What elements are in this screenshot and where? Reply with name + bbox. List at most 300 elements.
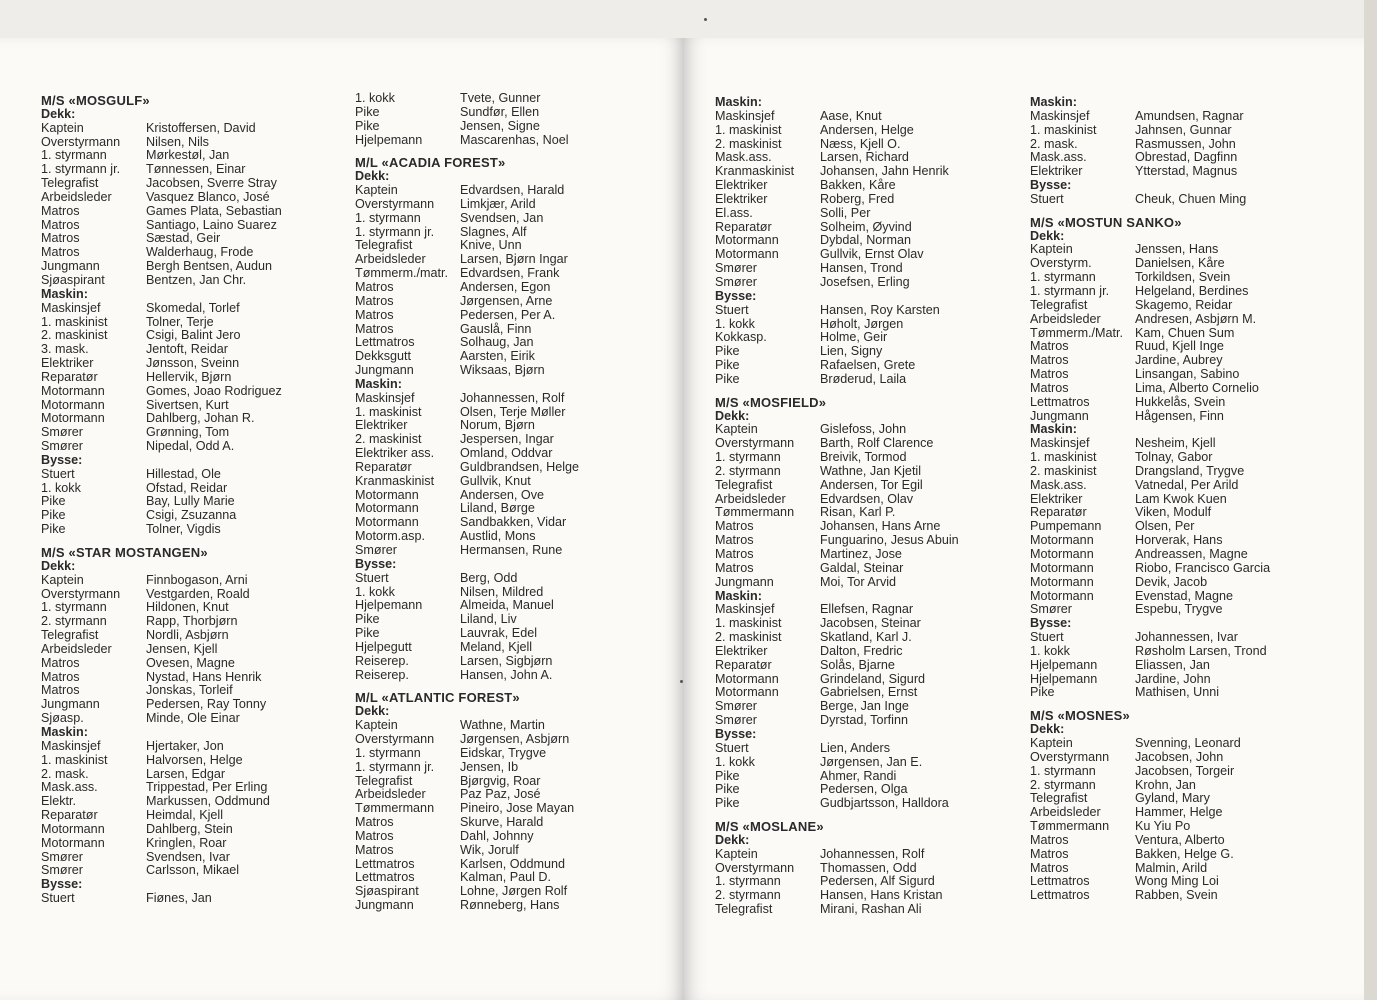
- crew-row: [355, 198, 655, 212]
- crew-role: Maskinsjef: [355, 390, 415, 405]
- crew-name: Jønsson, Sveinn: [146, 356, 240, 371]
- crew-role: Overstyrmann: [1030, 749, 1110, 764]
- crew-row: [715, 562, 1015, 576]
- crew-role: Mask.ass.: [1030, 477, 1087, 492]
- crew-name: Jacobsen, Sverre Stray: [146, 176, 277, 191]
- crew-row: [715, 207, 1015, 221]
- crew-row: [41, 219, 341, 233]
- crew-role: Reparatør: [715, 219, 772, 234]
- crew-role: Smører: [715, 274, 757, 289]
- crew-name: Eliassen, Jan: [1135, 657, 1210, 672]
- crew-role: Matros: [1030, 353, 1069, 368]
- crew-role: 2. mask.: [1030, 136, 1078, 151]
- crew-row: [355, 226, 655, 240]
- crew-name: Bay, Lully Marie: [146, 494, 235, 509]
- crew-role: Stuert: [1030, 630, 1064, 645]
- crew-row: [41, 205, 341, 219]
- crew-name: Edvardsen, Olav: [820, 491, 914, 506]
- crew-role: Arbeidsleder: [715, 491, 786, 506]
- crew-row: [715, 373, 1015, 387]
- crew-row: [1030, 520, 1350, 534]
- crew-row: [41, 809, 341, 823]
- crew-row: [41, 482, 341, 496]
- crew-row: [715, 479, 1015, 493]
- crew-row: [715, 359, 1015, 373]
- crew-name: Dahlberg, Stein: [146, 821, 233, 836]
- ship-block: [1030, 216, 1350, 701]
- crew-name: Barth, Rolf Clarence: [820, 436, 934, 451]
- crew-role: Hjelpemann: [1030, 657, 1098, 672]
- crew-role: Matros: [41, 203, 80, 218]
- crew-name: Josefsen, Erling: [820, 274, 910, 289]
- crew-row: [715, 451, 1015, 465]
- crew-role: Kaptein: [1030, 242, 1073, 257]
- crew-role: Kaptein: [715, 422, 758, 437]
- crew-name: Mascarenhas, Noel: [460, 132, 569, 147]
- crew-row: [41, 615, 341, 629]
- crew-row: [355, 761, 655, 775]
- crew-row: [41, 468, 341, 482]
- ship-block: [355, 92, 655, 147]
- crew-row: [355, 106, 655, 120]
- crew-role: Motormann: [715, 671, 779, 686]
- crew-name: Bentzen, Jan Chr.: [146, 272, 247, 287]
- crew-role: Stuert: [355, 570, 389, 585]
- crew-row: [41, 509, 341, 523]
- crew-row: [1030, 562, 1350, 576]
- crew-role: Motormann: [355, 501, 419, 516]
- crew-role: Arbeidsleder: [41, 189, 112, 204]
- crew-row: [355, 830, 655, 844]
- crew-row: [1030, 271, 1350, 285]
- crew-row: [715, 151, 1015, 165]
- crew-row: [41, 643, 341, 657]
- crew-role: Arbeidsleder: [1030, 805, 1101, 820]
- crew-row: [1030, 285, 1350, 299]
- crew-row: [41, 495, 341, 509]
- crew-role: Jungmann: [355, 898, 414, 913]
- crew-name: Lauvrak, Edel: [460, 626, 538, 641]
- crew-name: Sæstad, Geir: [146, 231, 221, 246]
- crew-role: Kaptein: [41, 120, 84, 135]
- crew-row: [41, 426, 341, 440]
- crew-role: El.ass.: [715, 205, 753, 220]
- crew-role: Matros: [715, 533, 754, 548]
- crew-role: Jungmann: [41, 259, 100, 274]
- crew-role: Motormann: [41, 835, 105, 850]
- crew-name: Vasquez Blanco, José: [146, 189, 270, 204]
- crew-row: [41, 864, 341, 878]
- crew-role: 1. maskinist: [715, 616, 782, 631]
- crew-row: [355, 364, 655, 378]
- crew-name: Svendsen, Jan: [460, 210, 544, 225]
- crew-row: [355, 120, 655, 134]
- ship-name: M/L «ATLANTIC FOREST»: [355, 690, 520, 706]
- crew-role: Matros: [41, 217, 80, 232]
- crew-role: Lettmatros: [1030, 874, 1090, 889]
- crew-row: [41, 302, 341, 316]
- crew-row: [355, 253, 655, 267]
- crew-role: Arbeidsleder: [355, 787, 426, 802]
- crew-role: 1. kokk: [715, 754, 755, 769]
- crew-name: Dahlberg, Johan R.: [146, 411, 255, 426]
- ship-block: [1030, 709, 1350, 903]
- scan-top-strip: [0, 0, 1377, 38]
- crew-name: Jacobsen, Steinar: [820, 616, 921, 631]
- crew-name: Knive, Unn: [460, 238, 522, 253]
- crew-row: [1030, 368, 1350, 382]
- crew-row: [355, 516, 655, 530]
- crew-role: Motormann: [41, 411, 105, 426]
- crew-row: [355, 461, 655, 475]
- crew-role: Motormann: [355, 515, 419, 530]
- crew-role: Pike: [1030, 685, 1055, 700]
- crew-role: Hjelpemann: [355, 598, 423, 613]
- crew-name: Grindeland, Sigurd: [820, 671, 926, 686]
- crew-row: [355, 134, 655, 148]
- crew-role: Telegrafist: [715, 477, 773, 492]
- crew-role: 1. kokk: [715, 316, 755, 331]
- crew-name: Halvorsen, Helge: [146, 752, 243, 767]
- crew-row: [1030, 751, 1350, 765]
- ship-block: [355, 156, 655, 682]
- crew-role: Matros: [355, 842, 394, 857]
- crew-name: Ellefsen, Ragnar: [820, 602, 914, 617]
- crew-role: Maskinsjef: [715, 108, 775, 123]
- crew-row: [1030, 645, 1350, 659]
- crew-row: [41, 357, 341, 371]
- crew-name: Solheim, Øyvind: [820, 219, 912, 234]
- section-title: Maskin:: [1030, 95, 1077, 109]
- crew-row: [355, 295, 655, 309]
- crew-role: 2. styrmann: [1030, 777, 1096, 792]
- crew-row: [355, 350, 655, 364]
- crew-name: Rønneberg, Hans: [460, 898, 560, 913]
- crew-row: [41, 588, 341, 602]
- crew-role: 1. styrmann: [355, 745, 421, 760]
- crew-role: Smører: [41, 849, 83, 864]
- crew-row: [41, 136, 341, 150]
- crew-name: Wiksaas, Bjørn: [460, 363, 545, 378]
- crew-name: Berg, Odd: [460, 570, 518, 585]
- crew-name: Wathne, Martin: [460, 718, 545, 733]
- crew-row: [1030, 834, 1350, 848]
- crew-row: [355, 871, 655, 885]
- crew-name: Larsen, Edgar: [146, 766, 226, 781]
- crew-row: [1030, 548, 1350, 562]
- crew-name: Thomassen, Odd: [820, 860, 917, 875]
- crew-name: Csigi, Zsuzanna: [146, 508, 237, 523]
- crew-role: Pumpemann: [1030, 519, 1102, 534]
- crew-row: [1030, 165, 1350, 179]
- crew-row: [715, 276, 1015, 290]
- crew-name: Skurve, Harald: [460, 815, 544, 830]
- crew-name: Gullvik, Ernst Olav: [820, 247, 924, 262]
- crew-row: [355, 641, 655, 655]
- crew-row: [41, 795, 341, 809]
- crew-role: Smører: [41, 863, 83, 878]
- crew-name: Jensen, Signe: [460, 118, 540, 133]
- crew-role: Elektriker: [715, 643, 768, 658]
- crew-role: Tømmerm./Matr.: [1030, 325, 1124, 340]
- crew-role: 1. maskinist: [1030, 450, 1097, 465]
- crew-role: Reparatør: [715, 657, 772, 672]
- crew-name: Kringlen, Roar: [146, 835, 227, 850]
- crew-row: [715, 124, 1015, 138]
- crew-name: Hildonen, Knut: [146, 600, 229, 615]
- section-title: Maskin:: [41, 286, 88, 301]
- crew-name: Viken, Modulf: [1135, 505, 1212, 520]
- crew-name: Funguarino, Jesus Abuin: [820, 533, 959, 548]
- crew-row: [41, 316, 341, 330]
- section-title: Dekk:: [1030, 722, 1065, 737]
- crew-name: Roberg, Fred: [820, 191, 895, 206]
- crew-row: [715, 889, 1015, 903]
- crew-row: [1030, 299, 1350, 313]
- crew-row: [355, 599, 655, 613]
- section-title: Bysse:: [715, 726, 757, 741]
- crew-name: Amundsen, Ragnar: [1135, 108, 1244, 123]
- crew-name: Lien, Signy: [820, 344, 883, 359]
- crew-name: Mirani, Rashan Ali: [820, 902, 922, 917]
- crew-name: Tolner, Terje: [146, 314, 214, 329]
- crew-row: [355, 858, 655, 872]
- crew-name: Svendsen, Ivar: [146, 849, 231, 864]
- ship-name: M/S «MOSGULF»: [41, 93, 150, 108]
- crew-row: [715, 138, 1015, 152]
- crew-name: Paz Paz, José: [460, 787, 541, 802]
- crew-row: [715, 534, 1015, 548]
- crew-role: Stuert: [1030, 191, 1064, 206]
- crew-role: 2. styrmann: [715, 463, 781, 478]
- crew-role: Kranmaskinist: [715, 164, 795, 179]
- crew-name: Martinez, Jose: [820, 547, 902, 561]
- crew-name: Tolner, Vigdis: [146, 522, 221, 537]
- crew-role: Overstyrmann: [715, 860, 795, 875]
- crew-role: 2. styrmann: [715, 888, 781, 903]
- crew-role: Smører: [355, 543, 397, 557]
- crew-name: Nordli, Asbjørn: [146, 628, 229, 643]
- crew-name: Tolnay, Gabor: [1135, 450, 1213, 465]
- crew-name: Eidskar, Trygve: [460, 745, 547, 760]
- crew-row: [1030, 110, 1350, 124]
- crew-name: Evenstad, Magne: [1135, 588, 1234, 603]
- crew-name: Meland, Kjell: [460, 639, 533, 654]
- crew-row: [41, 523, 341, 537]
- section-title: Bysse:: [1030, 616, 1072, 631]
- crew-row: [1030, 382, 1350, 396]
- crew-row: [715, 848, 1015, 862]
- crew-row: [715, 165, 1015, 179]
- crew-role: Matros: [41, 669, 80, 684]
- crew-row: [41, 629, 341, 643]
- crew-role: Matros: [1030, 367, 1069, 382]
- crew-row: [715, 673, 1015, 687]
- crew-row: [41, 781, 341, 795]
- crew-name: Gullvik, Knut: [460, 473, 531, 488]
- crew-role: Pike: [715, 796, 740, 811]
- crew-role: Elektriker: [715, 178, 768, 193]
- crew-role: Sjøaspirant: [355, 884, 419, 899]
- crew-name: Gabrielsen, Ernst: [820, 685, 918, 700]
- crew-role: 1. kokk: [355, 584, 395, 599]
- crew-row: [41, 768, 341, 782]
- crew-name: Berge, Jan Inge: [820, 699, 909, 714]
- crew-name: Heimdal, Kjell: [146, 808, 223, 823]
- crew-row: [41, 698, 341, 712]
- crew-name: Hjertaker, Jon: [146, 738, 224, 753]
- section-title: Dekk:: [355, 169, 390, 184]
- crew-name: Rapp, Thorbjørn: [146, 614, 238, 629]
- crew-row: [41, 274, 341, 288]
- crew-row: [1030, 243, 1350, 257]
- crew-row: [1030, 193, 1350, 207]
- crew-row: [1030, 576, 1350, 590]
- right-page-column-1: [715, 96, 1015, 917]
- crew-role: Telegrafist: [1030, 791, 1088, 806]
- crew-role: Telegrafist: [715, 902, 773, 917]
- crew-role: Matros: [1030, 339, 1069, 354]
- section-title: Maskin:: [715, 588, 762, 603]
- crew-role: Kokkasp.: [715, 330, 767, 345]
- crew-role: Elektriker: [355, 418, 408, 433]
- crew-row: [715, 862, 1015, 876]
- crew-role: Tømmermann: [355, 801, 435, 816]
- crew-row: [715, 423, 1015, 437]
- crew-row: [355, 788, 655, 802]
- crew-role: Pike: [41, 522, 66, 537]
- crew-row: [1030, 820, 1350, 834]
- left-page-column-1: [41, 94, 341, 906]
- crew-role: 1. styrmann: [41, 148, 107, 163]
- section-title: Maskin:: [715, 95, 762, 109]
- crew-name: Andersen, Helge: [820, 122, 914, 137]
- crew-row: [1030, 151, 1350, 165]
- crew-name: Torkildsen, Svein: [1135, 270, 1231, 285]
- crew-name: Svenning, Leonard: [1135, 735, 1241, 750]
- crew-name: Johannessen, Rolf: [460, 390, 565, 405]
- crew-role: 1. kokk: [1030, 643, 1070, 658]
- crew-name: Wik, Jorulf: [460, 842, 519, 857]
- crew-row: [355, 336, 655, 350]
- crew-role: 1. styrmann jr.: [41, 162, 121, 177]
- crew-row: [41, 399, 341, 413]
- crew-name: Kristoffersen, David: [146, 120, 256, 135]
- crew-role: Matros: [41, 245, 80, 260]
- crew-name: Jentoft, Reidar: [146, 342, 228, 357]
- crew-name: Skagemo, Reidar: [1135, 297, 1233, 312]
- crew-row: [41, 684, 341, 698]
- section-title: Bysse:: [715, 288, 757, 303]
- crew-role: Elektriker: [1030, 491, 1083, 506]
- crew-row: [355, 613, 655, 627]
- crew-name: Fiønes, Jan: [146, 891, 212, 906]
- crew-role: Hjelpemann: [1030, 671, 1098, 686]
- crew-row: [41, 740, 341, 754]
- crew-row: [41, 191, 341, 205]
- crew-name: Gyland, Mary: [1135, 791, 1210, 806]
- crew-role: Lettmatros: [1030, 888, 1090, 903]
- crew-row: [355, 802, 655, 816]
- crew-row: [355, 267, 655, 281]
- crew-role: Arbeidsleder: [355, 252, 426, 267]
- section-title: Dekk:: [715, 832, 750, 847]
- crew-row: [41, 412, 341, 426]
- crew-role: Matros: [715, 519, 754, 534]
- crew-row: [1030, 889, 1350, 903]
- crew-row: [41, 177, 341, 191]
- crew-role: Matros: [41, 231, 80, 246]
- crew-name: Markussen, Oddmund: [146, 794, 270, 809]
- crew-row: [715, 700, 1015, 714]
- crew-name: Solås, Bjarne: [820, 657, 895, 672]
- crew-name: Høholt, Jørgen: [820, 316, 904, 331]
- crew-name: Hammer, Helge: [1135, 805, 1223, 820]
- crew-name: Dybdal, Norman: [820, 233, 911, 248]
- crew-role: 1. maskinist: [715, 122, 782, 137]
- crew-role: Overstyrmann: [41, 586, 121, 601]
- crew-name: Sundfør, Ellen: [460, 104, 540, 119]
- crew-role: Sjøasp.: [41, 711, 84, 726]
- crew-name: Nilsen, Nils: [146, 134, 209, 149]
- crew-row: [355, 92, 655, 106]
- crew-row: [1030, 862, 1350, 876]
- crew-name: Csigi, Balint Jero: [146, 328, 241, 343]
- crew-name: Pedersen, Ray Tonny: [146, 697, 267, 712]
- crew-row: [715, 221, 1015, 235]
- ship-name: M/S «MOSFIELD»: [715, 394, 827, 410]
- crew-name: Skomedal, Torlef: [146, 300, 240, 315]
- section-title: Dekk:: [1030, 228, 1065, 243]
- crew-row: [1030, 848, 1350, 862]
- crew-row: [41, 343, 341, 357]
- crew-name: Krohn, Jan: [1135, 777, 1196, 792]
- crew-row: [41, 385, 341, 399]
- crew-row: [355, 844, 655, 858]
- crew-row: [41, 246, 341, 260]
- crew-name: Espebu, Trygve: [1135, 602, 1223, 617]
- crew-role: Jungmann: [715, 574, 774, 589]
- crew-row: [1030, 875, 1350, 889]
- crew-name: Liland, Børge: [460, 501, 535, 516]
- crew-name: Jørgensen, Asbjørn: [460, 731, 570, 746]
- crew-row: [355, 669, 655, 683]
- crew-name: Risan, Karl P.: [820, 505, 896, 520]
- crew-role: Motorm.asp.: [355, 529, 425, 544]
- crew-row: [355, 775, 655, 789]
- crew-row: [1030, 451, 1350, 465]
- crew-role: Pike: [41, 494, 66, 509]
- crew-row: [41, 712, 341, 726]
- crew-name: Jonskas, Torleif: [146, 683, 233, 698]
- crew-name: Larsen, Richard: [820, 150, 909, 165]
- crew-row: [1030, 340, 1350, 354]
- crew-row: [715, 875, 1015, 889]
- ship-name: M/S «MOSNES»: [1030, 708, 1130, 724]
- crew-row: [715, 756, 1015, 770]
- crew-role: Kaptein: [355, 183, 398, 198]
- crew-role: Overstyrmann: [355, 196, 435, 211]
- ship-name: M/S «MOSLANE»: [715, 819, 824, 835]
- crew-name: Ytterstad, Magnus: [1135, 164, 1238, 179]
- crew-row: [1030, 779, 1350, 793]
- crew-role: Stuert: [715, 302, 749, 317]
- crew-role: Telegrafist: [41, 628, 99, 643]
- crew-row: [1030, 590, 1350, 604]
- crew-name: Sivertsen, Kurt: [146, 397, 229, 412]
- crew-role: Pike: [715, 371, 740, 386]
- crew-role: Dekksgutt: [355, 349, 411, 364]
